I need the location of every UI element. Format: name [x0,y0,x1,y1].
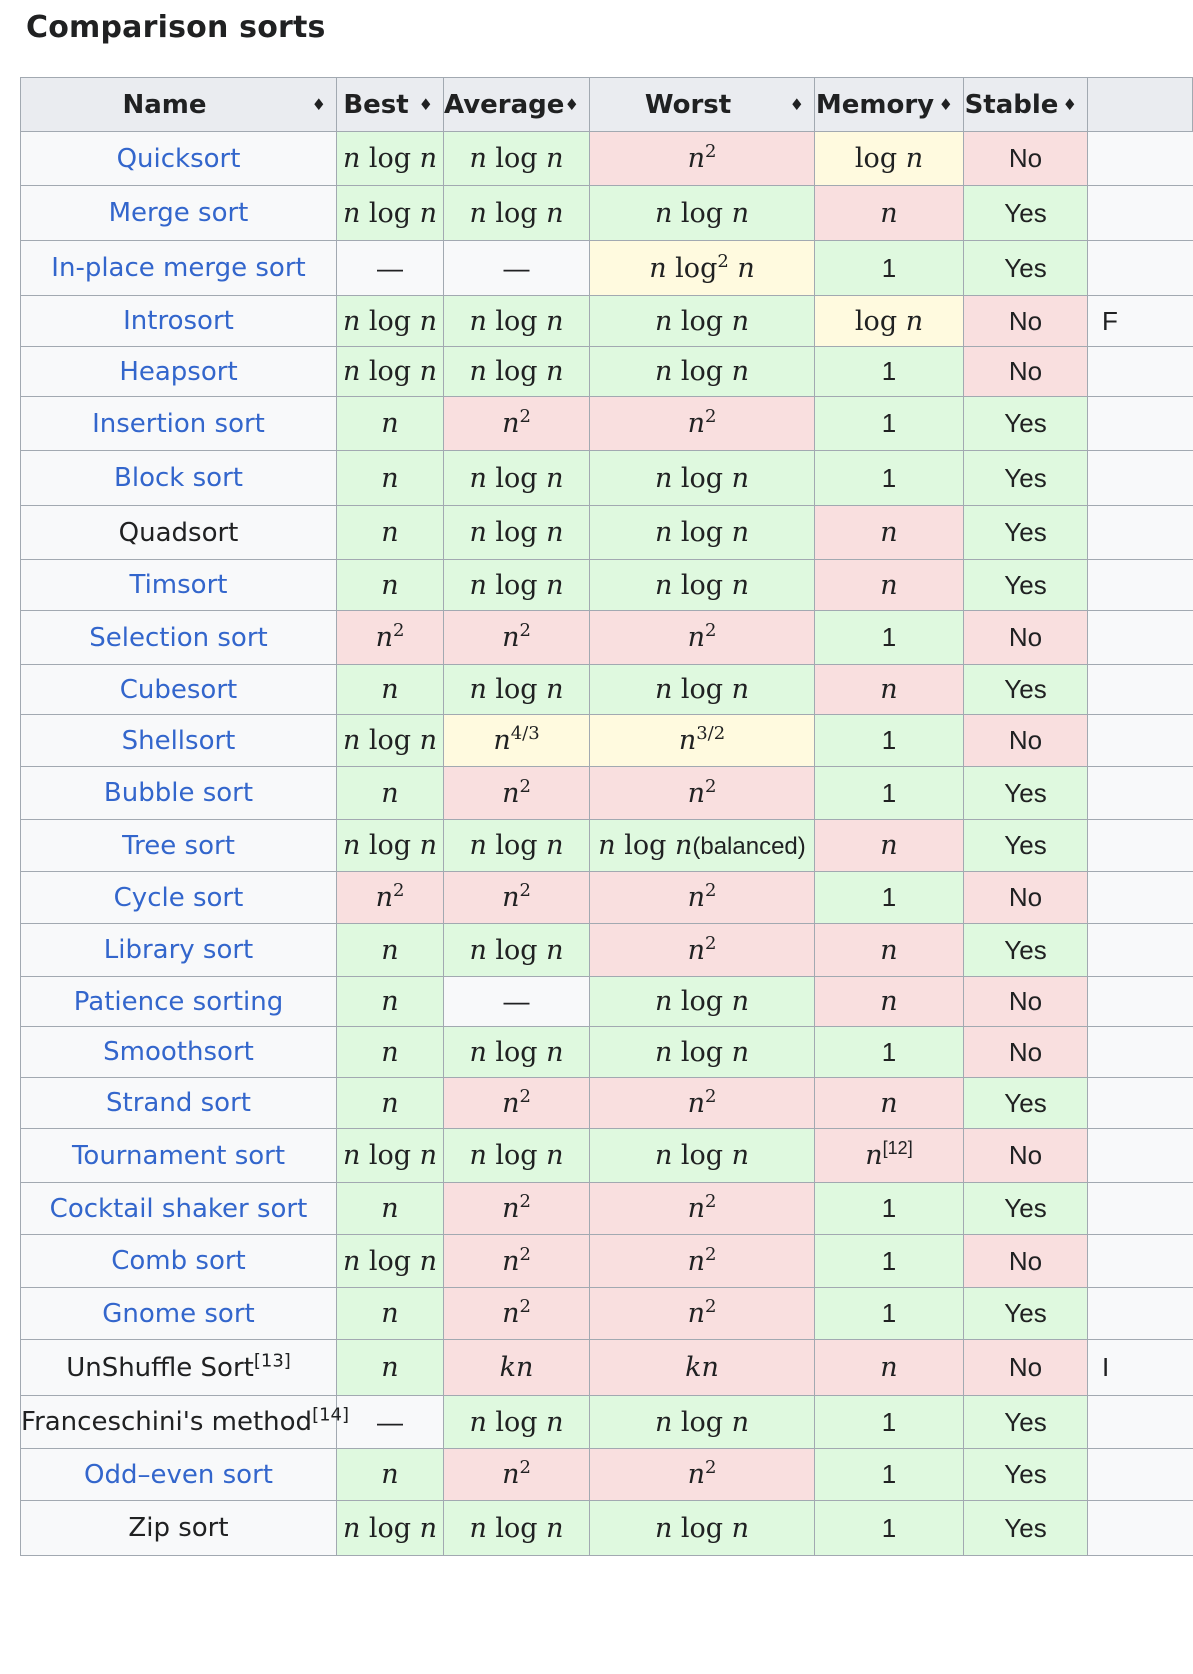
algorithm-name-link[interactable]: Odd–even sort [21,1449,337,1501]
header-row [21,78,1193,132]
sort-icon[interactable]: ♦ [564,94,579,114]
memory-cell: 1 [815,1449,964,1501]
stable-cell: Yes [964,924,1088,977]
sort-icon[interactable]: ♦ [418,94,433,114]
table-row [21,611,1193,665]
best-cell: n [337,1078,444,1129]
worst-cell: n log n [590,347,815,397]
best-cell: n [337,767,444,820]
best-cell: $n^2$ [337,611,444,665]
worst-cell: n log n [590,560,815,611]
algorithm-name-link[interactable]: Cycle sort [21,872,337,924]
memory-cell: n [815,977,964,1027]
algorithm-name-link[interactable]: Tournament sort [21,1129,337,1183]
best-cell: n [337,977,444,1027]
table-row [21,560,1193,611]
clipped-cell [1088,1396,1193,1449]
best-cell: n [337,1288,444,1340]
average-cell: $n^2$ [444,1183,590,1235]
worst-cell: $n^2$ [590,1449,815,1501]
worst-cell: n log n [590,1501,815,1556]
stable-cell: Yes [964,186,1088,241]
table-row [21,1288,1193,1340]
table-row [21,1235,1193,1288]
clipped-cell [1088,1449,1193,1501]
best-cell: n [337,665,444,715]
stable-cell: Yes [964,560,1088,611]
memory-cell: 1 [815,767,964,820]
clipped-cell [1088,1078,1193,1129]
table-row [21,665,1193,715]
best-cell: n [337,506,444,560]
memory-cell: n [815,1078,964,1129]
worst-cell: n log n [590,665,815,715]
clipped-cell [1088,506,1193,560]
worst-cell: $n^2$ [590,872,815,924]
algorithm-name-link[interactable]: Heapsort [21,347,337,397]
table-row [21,1396,1193,1449]
clipped-cell [1088,132,1193,186]
stable-cell: Yes [964,767,1088,820]
average-cell: n log n [444,1027,590,1078]
clipped-cell [1088,820,1193,872]
worst-cell: $n^2$ [590,397,815,451]
memory-cell: 1 [815,1027,964,1078]
table-row [21,451,1193,506]
comparison-sorts-table-wrapper [20,77,1193,1556]
clipped-cell [1088,451,1193,506]
stable-cell: Yes [964,506,1088,560]
table-row [21,1027,1193,1078]
stable-cell: No [964,872,1088,924]
clipped-cell [1088,665,1193,715]
average-cell: n log n [444,560,590,611]
worst-cell: $n^2$ [590,924,815,977]
best-cell: n [337,1183,444,1235]
table-row [21,1449,1193,1501]
average-cell: $n^{4/3}$ [444,715,590,767]
algorithm-name-link[interactable]: Patience sorting [21,977,337,1027]
stable-cell: No [964,1340,1088,1396]
sort-icon[interactable]: ♦ [938,94,953,114]
memory-cell: n [815,820,964,872]
table-row [21,506,1193,560]
memory-cell: n [815,506,964,560]
stable-cell: Yes [964,665,1088,715]
worst-cell: $n^2$ [590,132,815,186]
algorithm-name-link: Franceschini's method[14] [21,1396,337,1449]
stable-cell: Yes [964,1078,1088,1129]
memory-cell: 1 [815,397,964,451]
algorithm-name-link[interactable]: Introsort [21,296,337,347]
average-cell: n log n [444,347,590,397]
average-cell: n log n [444,451,590,506]
stable-cell: No [964,611,1088,665]
clipped-cell [1088,1027,1193,1078]
worst-cell: n log n [590,1129,815,1183]
table-row [21,1340,1193,1396]
stable-cell: No [964,977,1088,1027]
clipped-cell [1088,241,1193,296]
worst-cell: n log n [590,451,815,506]
algorithm-name-link[interactable]: Gnome sort [21,1288,337,1340]
average-cell: n log n [444,296,590,347]
memory-cell: log n [815,296,964,347]
average-cell: $n^2$ [444,872,590,924]
sort-icon[interactable]: ♦ [1062,94,1077,114]
worst-cell: $n^2$ [590,767,815,820]
memory-cell: n [815,186,964,241]
worst-cell: n log n [590,977,815,1027]
table-row [21,1129,1193,1183]
worst-cell: $n^2$ [590,611,815,665]
worst-cell: n log n(balanced) [590,820,815,872]
table-row [21,241,1193,296]
algorithm-name-link[interactable]: In-place merge sort [21,241,337,296]
clipped-cell [1088,767,1193,820]
table-row [21,397,1193,451]
table-row [21,924,1193,977]
table-row [21,1183,1193,1235]
clipped-cell [1088,1501,1193,1556]
best-cell: n log n [337,820,444,872]
best-cell: n log n [337,296,444,347]
table-row [21,1078,1193,1129]
stable-cell: Yes [964,451,1088,506]
stable-cell: No [964,132,1088,186]
table-row [21,296,1193,347]
algorithm-name-link: Quadsort [21,506,337,560]
algorithm-name-link[interactable]: Selection sort [21,611,337,665]
stable-cell: Yes [964,1449,1088,1501]
worst-cell: n log n [590,1027,815,1078]
memory-cell: 1 [815,1183,964,1235]
best-cell: n log n [337,132,444,186]
table-row [21,872,1193,924]
clipped-cell [1088,1288,1193,1340]
clipped-cell: F [1088,296,1193,347]
algorithm-name-link[interactable]: Strand sort [21,1078,337,1129]
memory-cell: 1 [815,347,964,397]
clipped-cell [1088,715,1193,767]
clipped-cell [1088,611,1193,665]
algorithm-name-link: UnShuffle Sort[13] [21,1340,337,1396]
comparison-sorts-table [20,77,1193,1556]
best-cell: n log n [337,1129,444,1183]
algorithm-name-link[interactable]: Cubesort [21,665,337,715]
algorithm-name-link[interactable]: Comb sort [21,1235,337,1288]
best-cell: n [337,924,444,977]
average-cell: n log n [444,1396,590,1449]
column-header-clipped[interactable] [1088,78,1193,132]
best-cell: n [337,1027,444,1078]
clipped-cell [1088,397,1193,451]
stable-cell: Yes [964,1396,1088,1449]
average-cell: $n^2$ [444,1288,590,1340]
worst-cell: $n^2$ [590,1235,815,1288]
table-body [21,132,1193,1556]
stable-cell: Yes [964,241,1088,296]
stable-cell: Yes [964,397,1088,451]
best-cell: n log n [337,347,444,397]
average-cell: $n^2$ [444,767,590,820]
best-cell: n log n [337,1235,444,1288]
sort-icon[interactable]: ♦ [789,94,804,114]
clipped-cell [1088,872,1193,924]
memory-cell: 1 [815,241,964,296]
memory-cell: n [815,1340,964,1396]
best-cell: n [337,1340,444,1396]
memory-cell: 1 [815,1288,964,1340]
clipped-cell: I [1088,1340,1193,1396]
memory-cell: 1 [815,451,964,506]
algorithm-name-link[interactable]: Cocktail shaker sort [21,1183,337,1235]
clipped-cell [1088,1183,1193,1235]
memory-cell: 1 [815,611,964,665]
algorithm-name-link[interactable]: Quicksort [21,132,337,186]
best-cell: n [337,1449,444,1501]
average-cell: — [444,241,590,296]
worst-cell: $n^2$ [590,1078,815,1129]
algorithm-name-link[interactable]: Bubble sort [21,767,337,820]
memory-cell: 1 [815,1501,964,1556]
sort-icon[interactable]: ♦ [311,94,326,114]
memory-cell: n[12] [815,1129,964,1183]
worst-cell: $n^2$ [590,1183,815,1235]
worst-cell: $n^2$ [590,1288,815,1340]
stable-cell: No [964,347,1088,397]
average-cell: n log n [444,186,590,241]
worst-cell: n log n [590,506,815,560]
clipped-cell [1088,560,1193,611]
average-cell: n log n [444,1129,590,1183]
memory-cell: 1 [815,872,964,924]
stable-cell: No [964,1027,1088,1078]
worst-cell: n log n [590,1396,815,1449]
clipped-cell [1088,977,1193,1027]
best-cell: — [337,241,444,296]
worst-cell: kn [590,1340,815,1396]
average-cell: $n^2$ [444,1449,590,1501]
average-cell: n log n [444,665,590,715]
best-cell: n log n [337,186,444,241]
average-cell: n log n [444,924,590,977]
worst-cell: n log n [590,186,815,241]
stable-cell: No [964,1129,1088,1183]
table-row [21,977,1193,1027]
clipped-cell [1088,347,1193,397]
average-cell: kn [444,1340,590,1396]
worst-cell: n $\log^2 n$ [590,241,815,296]
table-row [21,1501,1193,1556]
algorithm-name-link: Zip sort [21,1501,337,1556]
clipped-cell [1088,186,1193,241]
memory-cell: n [815,665,964,715]
algorithm-name-link[interactable]: Tree sort [21,820,337,872]
memory-cell: 1 [815,1396,964,1449]
average-cell: $n^2$ [444,611,590,665]
memory-cell: n [815,924,964,977]
worst-cell: $n^{3/2}$ [590,715,815,767]
clipped-cell [1088,1235,1193,1288]
average-cell: — [444,977,590,1027]
section-title: Comparison sorts [26,10,326,45]
algorithm-name-link[interactable]: Shellsort [21,715,337,767]
memory-cell: log n [815,132,964,186]
stable-cell: No [964,296,1088,347]
stable-cell: Yes [964,1288,1088,1340]
stable-cell: Yes [964,1501,1088,1556]
column-header-memory[interactable]: Memory ♦ [815,78,964,132]
column-header-name[interactable]: Name ♦ [21,78,337,132]
stable-cell: Yes [964,820,1088,872]
best-cell: n [337,451,444,506]
table-row [21,715,1193,767]
table-row [21,347,1193,397]
stable-cell: Yes [964,1183,1088,1235]
best-cell: n log n [337,715,444,767]
average-cell: n log n [444,132,590,186]
memory-cell: n [815,560,964,611]
algorithm-name-link[interactable]: Library sort [21,924,337,977]
average-cell: n log n [444,1501,590,1556]
algorithm-name-link[interactable]: Block sort [21,451,337,506]
clipped-cell [1088,1129,1193,1183]
best-cell: n [337,397,444,451]
algorithm-name-link[interactable]: Smoothsort [21,1027,337,1078]
memory-cell: 1 [815,1235,964,1288]
stable-cell: No [964,1235,1088,1288]
column-header-best[interactable]: Best ♦ [337,78,444,132]
algorithm-name-link[interactable]: Merge sort [21,186,337,241]
column-header-average[interactable]: Average ♦ [444,78,590,132]
table-row [21,767,1193,820]
best-cell: n [337,560,444,611]
average-cell: n log n [444,506,590,560]
average-cell: n log n [444,820,590,872]
table-row [21,132,1193,186]
stable-cell: No [964,715,1088,767]
clipped-cell [1088,924,1193,977]
algorithm-name-link[interactable]: Insertion sort [21,397,337,451]
worst-cell: n log n [590,296,815,347]
column-header-worst[interactable]: Worst ♦ [590,78,815,132]
table-row [21,820,1193,872]
table-row [21,186,1193,241]
average-cell: $n^2$ [444,1235,590,1288]
best-cell: $n^2$ [337,872,444,924]
column-header-stable[interactable]: Stable ♦ [964,78,1088,132]
average-cell: $n^2$ [444,397,590,451]
average-cell: $n^2$ [444,1078,590,1129]
algorithm-name-link[interactable]: Timsort [21,560,337,611]
best-cell: n log n [337,1501,444,1556]
best-cell: — [337,1396,444,1449]
memory-cell: 1 [815,715,964,767]
